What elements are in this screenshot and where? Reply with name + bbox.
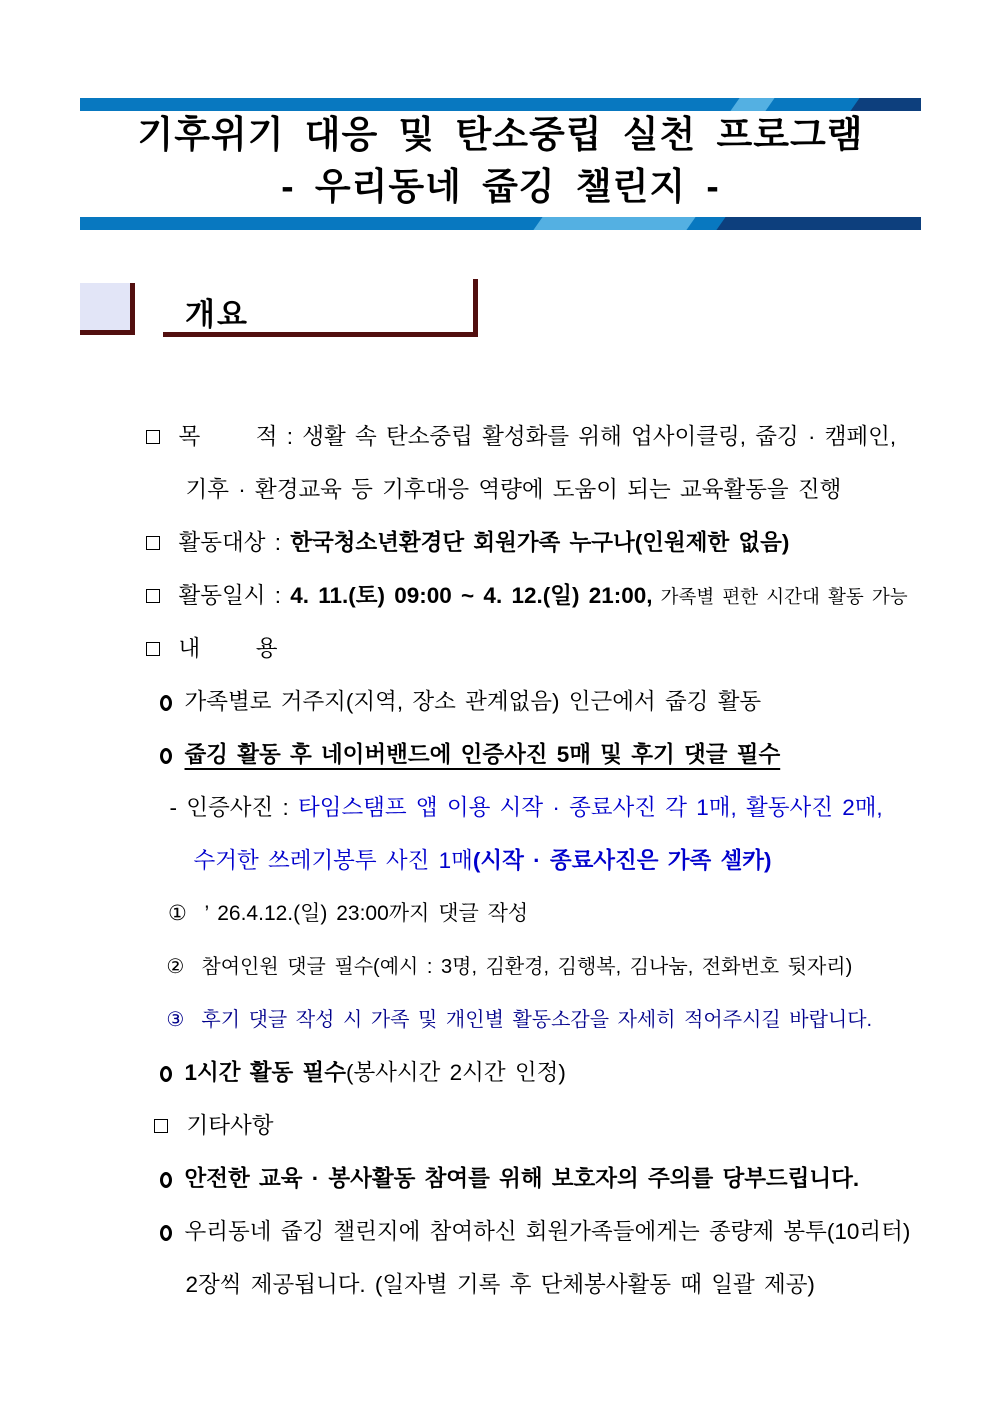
content-item-photos-required <box>90 710 930 767</box>
bags-text2: 2장씩 제공됩니다. (일자별 기록 후 단체봉사활동 때 일괄 제공) <box>185 1272 815 1297</box>
proof-photos-detail2-bold: (시작 · 종료사진은 가족 셀카) <box>472 848 772 873</box>
target-label: 활동대상 : <box>178 530 291 555</box>
subitem-proof-photos-continuation <box>90 816 930 873</box>
proof-photos-label: 인증사진 : <box>177 795 298 820</box>
numbered-item-2-text: ② 참여인원 댓글 필수(예시 : 3명, 김환경, 김행복, 김나눔, 전화번호 뒷자리) <box>166 956 853 978</box>
square-bullet <box>154 1119 168 1133</box>
item-activity-datetime <box>90 551 930 608</box>
safety-text: 안전한 교육 · 봉사활동 참여를 위해 보호자의 주의를 당부드립니다. <box>184 1166 860 1191</box>
item-activity-target <box>90 498 930 555</box>
bottom-bar-light-segment <box>532 217 697 230</box>
document-body <box>90 392 930 1297</box>
circle-bullet <box>160 1066 172 1082</box>
circle-bullet <box>160 748 172 764</box>
numbered-item-1-text: ① ’ 26.4.12.(일) 23:00까지 댓글 작성 <box>168 902 529 925</box>
etc-item-safety <box>90 1134 930 1191</box>
bottom-bar-navy-segment <box>715 217 921 230</box>
square-bullet <box>146 642 160 656</box>
etc-item-bags-continuation <box>90 1240 930 1297</box>
dash-bullet: - <box>169 795 178 820</box>
header-bottom-bar <box>80 217 921 230</box>
square-bullet <box>146 589 160 603</box>
square-bullet <box>146 536 160 550</box>
header-top-bar <box>80 98 921 111</box>
item-purpose-text: 목 적 : 생활 속 탄소중립 활성화를 위해 업사이클링, 줍깅 · 캠페인, <box>178 424 897 449</box>
circle-bullet <box>160 1172 172 1188</box>
proof-photos-detail: 타임스탬프 앱 이용 시작 · 종료사진 각 1매, 활동사진 2매, <box>297 795 883 820</box>
item-purpose <box>90 392 930 449</box>
content-heading-text: 내 용 <box>178 636 278 661</box>
duration-bold: 1시간 활동 필수 <box>184 1060 346 1085</box>
circle-bullet <box>160 695 172 711</box>
datetime-value: 4. 11.(토) 09:00 ~ 4. 12.(일) 21:00, <box>290 583 653 608</box>
photos-required-text: 줍깅 활동 후 네이버밴드에 인증사진 5매 및 후기 댓글 필수 <box>184 742 781 767</box>
subitem-proof-photos <box>90 763 930 820</box>
item-etc-heading <box>90 1081 930 1138</box>
numbered-item-3-text: ③ 후기 댓글 작성 시 가족 및 개인별 활동소감을 자세히 적어주시길 바랍니다. <box>166 1009 873 1031</box>
numbered-item-1 <box>90 869 930 925</box>
overview-heading-square <box>80 283 135 335</box>
datetime-note: 가족별 편한 시간대 활동 가능 <box>652 586 908 607</box>
document-title-line1: 기후위기 대응 및 탄소중립 실천 프로그램 <box>137 114 864 155</box>
item-purpose-continuation <box>90 445 930 502</box>
content-item-plogging <box>90 657 930 714</box>
square-bullet <box>146 430 160 444</box>
circle-bullet <box>160 1225 172 1241</box>
document-title-line2: - 우리동네 줍깅 챌린지 - <box>281 166 720 207</box>
top-bar-navy-segment <box>849 98 921 111</box>
item-purpose-text2: 기후 · 환경교육 등 기후대응 역량에 도움이 되는 교육활동을 진행 <box>185 477 842 502</box>
datetime-label: 활동일시 : <box>178 583 291 608</box>
numbered-item-2 <box>90 922 930 978</box>
proof-photos-detail2: 수거한 쓰레기봉투 사진 1매 <box>193 848 473 873</box>
content-item-duration <box>90 1028 930 1085</box>
overview-heading-label: 개요 <box>185 297 249 332</box>
top-bar-light-segment <box>729 98 776 111</box>
etc-heading-text: 기타사항 <box>186 1113 274 1138</box>
overview-heading-box <box>163 279 478 337</box>
numbered-item-3 <box>90 975 930 1031</box>
etc-item-bags <box>90 1187 930 1244</box>
bags-text: 우리동네 줍깅 챌린지에 참여하신 회원가족들에게는 종량제 봉투(10리터) <box>184 1219 911 1244</box>
plogging-text: 가족별로 거주지(지역, 장소 관계없음) 인근에서 줍깅 활동 <box>184 689 762 714</box>
duration-rest: (봉사시간 2시간 인정) <box>345 1060 566 1085</box>
target-value: 한국청소년환경단 회원가족 누구나(인원제한 없음) <box>290 530 790 555</box>
